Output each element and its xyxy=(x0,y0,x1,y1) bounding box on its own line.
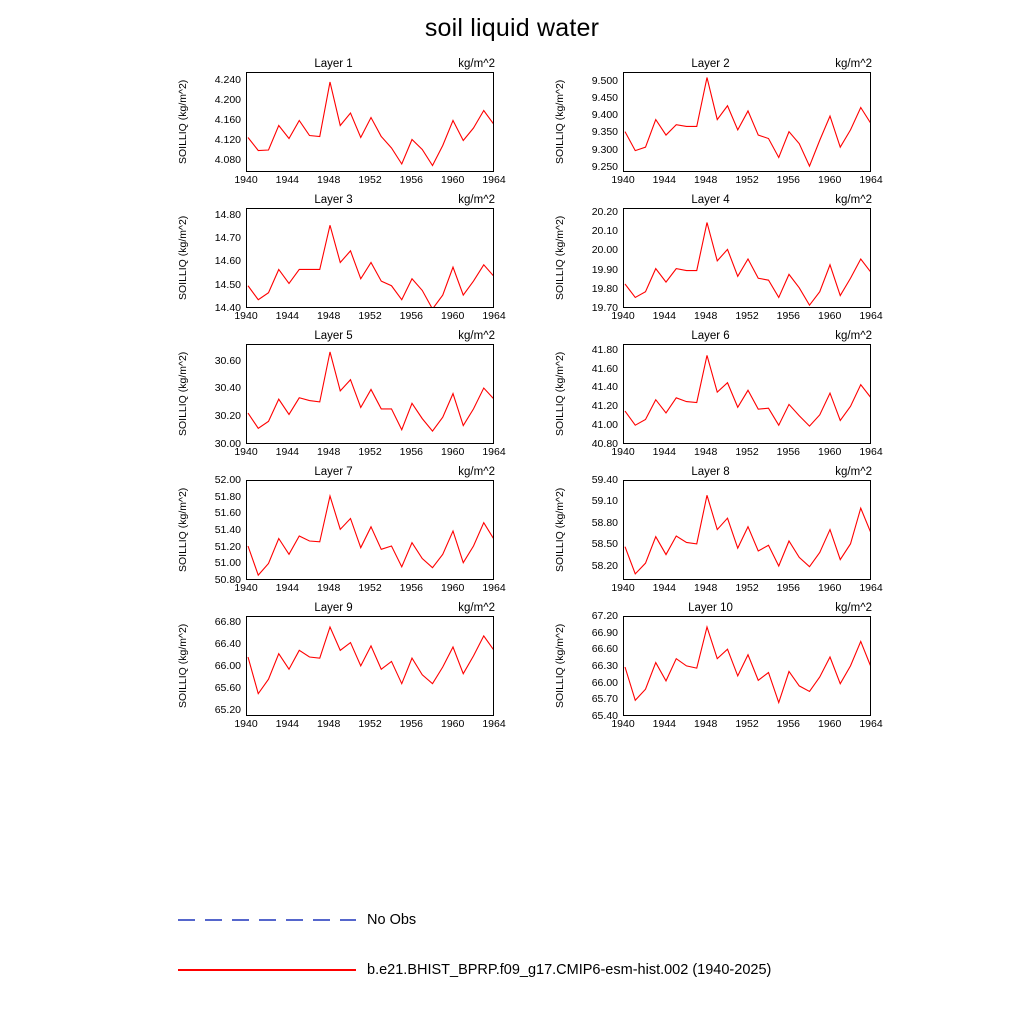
y-tick-label: 58.80 xyxy=(591,516,618,529)
x-tick-label: 1952 xyxy=(358,446,382,458)
plot-area xyxy=(549,72,883,186)
x-tick-label: 1952 xyxy=(358,582,382,594)
x-tick-label: 1944 xyxy=(652,582,677,594)
plot-axes xyxy=(246,208,494,308)
y-tick-label: 9.350 xyxy=(591,126,618,139)
x-tick-label: 1956 xyxy=(776,582,801,594)
y-axis-ticks xyxy=(567,610,621,722)
panel-units-label: kg/m^2 xyxy=(835,194,872,206)
x-tick-label: 1956 xyxy=(776,718,801,730)
x-tick-label: 1956 xyxy=(776,310,801,322)
chart-panel xyxy=(172,58,506,186)
x-tick-label: 1960 xyxy=(817,718,842,730)
y-tick-label: 14.80 xyxy=(214,208,241,221)
x-tick-label: 1944 xyxy=(275,582,300,594)
legend-label-no-obs: No Obs xyxy=(367,912,417,928)
y-tick-label: 30.20 xyxy=(214,410,241,423)
y-tick-label: 19.70 xyxy=(591,302,618,314)
x-tick-label: 1948 xyxy=(316,310,341,322)
x-tick-label: 1964 xyxy=(482,174,506,186)
y-tick-label: 58.50 xyxy=(591,538,618,551)
plot-area xyxy=(549,610,883,730)
panel-title: Layer 10 xyxy=(688,602,733,614)
y-tick-label: 9.250 xyxy=(591,160,618,173)
y-tick-label: 14.40 xyxy=(214,302,241,314)
x-tick-label: 1944 xyxy=(652,310,677,322)
x-tick-label: 1964 xyxy=(482,582,506,594)
plot-area xyxy=(549,343,883,458)
data-series-line xyxy=(625,77,871,166)
plot-axes xyxy=(246,616,494,716)
panel-units-label: kg/m^2 xyxy=(835,58,872,70)
x-tick-label: 1948 xyxy=(316,718,341,730)
x-tick-label: 1948 xyxy=(693,446,718,458)
x-tick-label: 1940 xyxy=(234,718,258,730)
x-tick-label: 1956 xyxy=(399,582,424,594)
x-tick-label: 1940 xyxy=(611,174,635,186)
x-axis-ticks xyxy=(611,445,883,461)
x-axis-ticks xyxy=(234,173,506,189)
y-tick-label: 58.20 xyxy=(591,559,618,572)
data-series-line xyxy=(248,496,494,575)
x-tick-label: 1944 xyxy=(275,310,300,322)
plot-axes xyxy=(246,72,494,172)
plot-axes xyxy=(623,480,871,580)
data-series-line xyxy=(248,225,494,308)
y-tick-label: 51.00 xyxy=(214,557,241,570)
y-tick-label: 66.30 xyxy=(591,660,618,672)
y-tick-label: 20.20 xyxy=(591,205,618,218)
y-tick-label: 41.60 xyxy=(591,362,618,375)
y-tick-label: 51.80 xyxy=(214,490,241,503)
panel-title: Layer 9 xyxy=(314,602,353,614)
x-tick-label: 1952 xyxy=(735,582,759,594)
x-tick-label: 1944 xyxy=(275,174,300,186)
y-axis-label: SOILLIQ (kg/m^2) xyxy=(177,487,189,573)
x-axis-ticks xyxy=(611,581,883,597)
x-tick-label: 1952 xyxy=(358,310,382,322)
plot-area xyxy=(549,205,883,322)
x-tick-label: 1964 xyxy=(859,174,883,186)
y-tick-label: 4.080 xyxy=(214,153,241,166)
x-tick-label: 1956 xyxy=(399,446,424,458)
panel-title: Layer 5 xyxy=(314,330,353,342)
y-axis-ticks xyxy=(567,474,621,580)
y-tick-label: 50.80 xyxy=(214,574,241,586)
y-tick-label: 40.80 xyxy=(591,438,618,450)
y-tick-label: 52.00 xyxy=(214,474,241,486)
y-tick-label: 66.60 xyxy=(591,643,618,656)
y-tick-label: 19.90 xyxy=(591,263,618,276)
y-tick-label: 4.160 xyxy=(214,113,241,126)
y-tick-label: 66.00 xyxy=(214,660,241,672)
x-tick-label: 1952 xyxy=(735,174,759,186)
y-tick-label: 66.40 xyxy=(214,637,241,650)
x-tick-label: 1956 xyxy=(776,174,801,186)
panel-header xyxy=(172,58,495,72)
data-series-line xyxy=(625,627,871,703)
y-axis-label: SOILLIQ (kg/m^2) xyxy=(177,79,189,165)
y-tick-label: 66.80 xyxy=(214,615,241,628)
y-tick-label: 4.240 xyxy=(214,73,241,86)
legend-dashed-line-swatch xyxy=(178,919,356,921)
panel-title: Layer 6 xyxy=(691,330,730,342)
y-axis-ticks xyxy=(190,616,244,716)
plot-area xyxy=(172,208,506,322)
y-tick-label: 51.40 xyxy=(214,524,241,536)
x-axis-ticks xyxy=(234,581,506,597)
panel-title: Layer 4 xyxy=(691,194,730,206)
y-tick-label: 65.70 xyxy=(591,693,618,706)
panel-header xyxy=(549,330,872,344)
y-axis-label: SOILLIQ (kg/m^2) xyxy=(177,215,189,301)
y-axis-label: SOILLIQ (kg/m^2) xyxy=(554,623,566,709)
chart-panel-row xyxy=(172,58,883,186)
y-axis-label: SOILLIQ (kg/m^2) xyxy=(554,351,566,437)
plot-area xyxy=(172,344,506,458)
y-axis-ticks xyxy=(190,72,244,172)
x-tick-label: 1940 xyxy=(611,446,635,458)
panel-units-label: kg/m^2 xyxy=(458,58,495,70)
y-tick-label: 9.500 xyxy=(591,74,618,87)
chart-panel-row xyxy=(172,330,883,458)
x-tick-label: 1956 xyxy=(399,310,424,322)
chart-panel xyxy=(172,602,506,730)
y-tick-label: 59.40 xyxy=(591,474,618,486)
y-tick-label: 41.40 xyxy=(591,381,618,394)
panel-title: Layer 2 xyxy=(691,58,730,70)
plot-axes xyxy=(623,616,871,716)
y-axis-ticks xyxy=(567,72,621,172)
x-tick-label: 1948 xyxy=(693,310,718,322)
x-axis-ticks xyxy=(234,717,506,733)
x-tick-label: 1940 xyxy=(234,582,258,594)
panel-header xyxy=(172,194,495,208)
chart-panel-grid xyxy=(172,58,883,738)
x-tick-label: 1960 xyxy=(817,174,842,186)
x-tick-label: 1944 xyxy=(275,718,300,730)
data-series-line xyxy=(248,627,494,694)
x-tick-label: 1964 xyxy=(482,446,506,458)
x-tick-label: 1944 xyxy=(275,446,300,458)
y-tick-label: 20.10 xyxy=(591,225,618,238)
y-axis-label: SOILLIQ (kg/m^2) xyxy=(177,623,189,709)
plot-axes xyxy=(623,208,871,308)
y-axis-ticks xyxy=(567,205,621,314)
x-tick-label: 1960 xyxy=(817,446,842,458)
y-tick-label: 66.90 xyxy=(591,626,618,639)
x-tick-label: 1944 xyxy=(652,718,677,730)
plot-axes xyxy=(623,344,871,444)
data-series-line xyxy=(625,355,871,426)
data-series-line xyxy=(248,82,494,166)
y-tick-label: 4.200 xyxy=(214,93,241,106)
y-tick-label: 19.80 xyxy=(591,282,618,295)
y-tick-label: 67.20 xyxy=(591,610,618,622)
panel-units-label: kg/m^2 xyxy=(458,194,495,206)
x-tick-label: 1940 xyxy=(611,718,635,730)
chart-panel xyxy=(172,466,506,594)
x-tick-label: 1956 xyxy=(399,174,424,186)
y-tick-label: 14.50 xyxy=(214,278,241,291)
panel-title: Layer 7 xyxy=(314,466,353,478)
y-axis-ticks xyxy=(190,344,244,450)
chart-panel-row xyxy=(172,602,883,730)
chart-panel-row xyxy=(172,194,883,322)
y-axis-label: SOILLIQ (kg/m^2) xyxy=(554,487,566,573)
x-tick-label: 1960 xyxy=(817,582,842,594)
x-tick-label: 1964 xyxy=(859,718,883,730)
legend-entry-no-obs xyxy=(178,912,416,928)
y-axis-label: SOILLIQ (kg/m^2) xyxy=(177,351,189,437)
y-tick-label: 41.00 xyxy=(591,419,618,432)
x-tick-label: 1964 xyxy=(859,582,883,594)
panel-units-label: kg/m^2 xyxy=(458,466,495,478)
y-axis-ticks xyxy=(190,474,244,586)
panel-header xyxy=(172,330,495,344)
y-axis-label: SOILLIQ (kg/m^2) xyxy=(554,215,566,301)
chart-panel xyxy=(549,466,883,594)
x-tick-label: 1960 xyxy=(817,310,842,322)
y-tick-label: 30.40 xyxy=(214,382,241,395)
y-tick-label: 30.00 xyxy=(214,438,241,450)
panel-units-label: kg/m^2 xyxy=(458,330,495,342)
y-tick-label: 14.70 xyxy=(214,232,241,245)
y-axis-label: SOILLIQ (kg/m^2) xyxy=(554,79,566,165)
panel-header xyxy=(549,58,872,72)
plot-area xyxy=(172,72,506,186)
legend-entry-model xyxy=(178,962,771,978)
y-tick-label: 14.60 xyxy=(214,255,241,268)
x-tick-label: 1964 xyxy=(482,718,506,730)
x-tick-label: 1960 xyxy=(440,310,465,322)
chart-panel xyxy=(172,194,506,322)
y-tick-label: 65.40 xyxy=(591,710,618,722)
legend-label-model: b.e21.BHIST_BPRP.f09_g17.CMIP6-esm-hist.002 (1940-2025) xyxy=(367,962,772,978)
y-tick-label: 30.60 xyxy=(214,354,241,367)
x-axis-ticks xyxy=(234,309,506,325)
y-tick-label: 59.10 xyxy=(591,495,618,508)
y-tick-label: 9.450 xyxy=(591,91,618,104)
x-tick-label: 1948 xyxy=(693,582,718,594)
y-tick-label: 41.20 xyxy=(591,400,618,413)
x-tick-label: 1964 xyxy=(859,446,883,458)
x-tick-label: 1952 xyxy=(358,174,382,186)
x-tick-label: 1960 xyxy=(440,718,465,730)
x-tick-label: 1964 xyxy=(482,310,506,322)
y-tick-label: 51.60 xyxy=(214,507,241,520)
x-axis-ticks xyxy=(611,173,883,189)
x-tick-label: 1960 xyxy=(440,582,465,594)
chart-panel xyxy=(549,58,883,186)
plot-axes xyxy=(246,344,494,444)
y-tick-label: 41.80 xyxy=(591,343,618,356)
x-tick-label: 1940 xyxy=(234,310,258,322)
x-tick-label: 1960 xyxy=(440,446,465,458)
x-axis-ticks xyxy=(611,717,883,733)
x-tick-label: 1952 xyxy=(735,446,759,458)
chart-panel xyxy=(172,330,506,458)
x-tick-label: 1948 xyxy=(693,174,718,186)
plot-area xyxy=(172,474,506,594)
data-series-line xyxy=(625,222,871,305)
plot-axes xyxy=(246,480,494,580)
data-series-line xyxy=(248,352,494,431)
y-tick-label: 66.00 xyxy=(591,676,618,689)
x-tick-label: 1940 xyxy=(611,310,635,322)
y-tick-label: 9.300 xyxy=(591,143,618,156)
plot-area xyxy=(172,615,506,730)
x-tick-label: 1944 xyxy=(652,446,677,458)
x-tick-label: 1952 xyxy=(735,718,759,730)
chart-panel xyxy=(549,194,883,322)
y-tick-label: 4.120 xyxy=(214,133,241,146)
panel-title: Layer 3 xyxy=(314,194,353,206)
plot-area xyxy=(549,474,883,594)
panel-title: Layer 1 xyxy=(314,58,353,70)
panel-units-label: kg/m^2 xyxy=(458,602,495,614)
y-axis-ticks xyxy=(567,343,621,450)
x-tick-label: 1956 xyxy=(776,446,801,458)
x-tick-label: 1948 xyxy=(693,718,718,730)
y-tick-label: 65.60 xyxy=(214,682,241,695)
x-tick-label: 1948 xyxy=(316,174,341,186)
x-tick-label: 1960 xyxy=(440,174,465,186)
data-series-line xyxy=(625,495,871,574)
panel-units-label: kg/m^2 xyxy=(835,602,872,614)
plot-axes xyxy=(623,72,871,172)
x-tick-label: 1944 xyxy=(652,174,677,186)
x-tick-label: 1940 xyxy=(611,582,635,594)
x-tick-label: 1956 xyxy=(399,718,424,730)
x-tick-label: 1948 xyxy=(316,582,341,594)
x-tick-label: 1948 xyxy=(316,446,341,458)
x-tick-label: 1952 xyxy=(735,310,759,322)
page-title: soil liquid water xyxy=(424,14,600,42)
y-tick-label: 9.400 xyxy=(591,109,618,122)
chart-panel xyxy=(549,330,883,458)
panel-title: Layer 8 xyxy=(691,466,730,478)
legend-solid-line-swatch xyxy=(178,969,356,971)
chart-panel xyxy=(549,602,883,730)
y-tick-label: 65.20 xyxy=(214,704,241,717)
x-tick-label: 1940 xyxy=(234,446,258,458)
panel-header xyxy=(172,602,495,616)
panel-units-label: kg/m^2 xyxy=(835,330,872,342)
y-tick-label: 20.00 xyxy=(591,244,618,257)
y-axis-ticks xyxy=(190,208,244,314)
x-tick-label: 1940 xyxy=(234,174,258,186)
chart-panel-row xyxy=(172,466,883,594)
x-axis-ticks xyxy=(234,445,506,461)
y-tick-label: 51.20 xyxy=(214,540,241,553)
x-tick-label: 1952 xyxy=(358,718,382,730)
panel-units-label: kg/m^2 xyxy=(835,466,872,478)
x-axis-ticks xyxy=(611,309,883,325)
x-tick-label: 1964 xyxy=(859,310,883,322)
